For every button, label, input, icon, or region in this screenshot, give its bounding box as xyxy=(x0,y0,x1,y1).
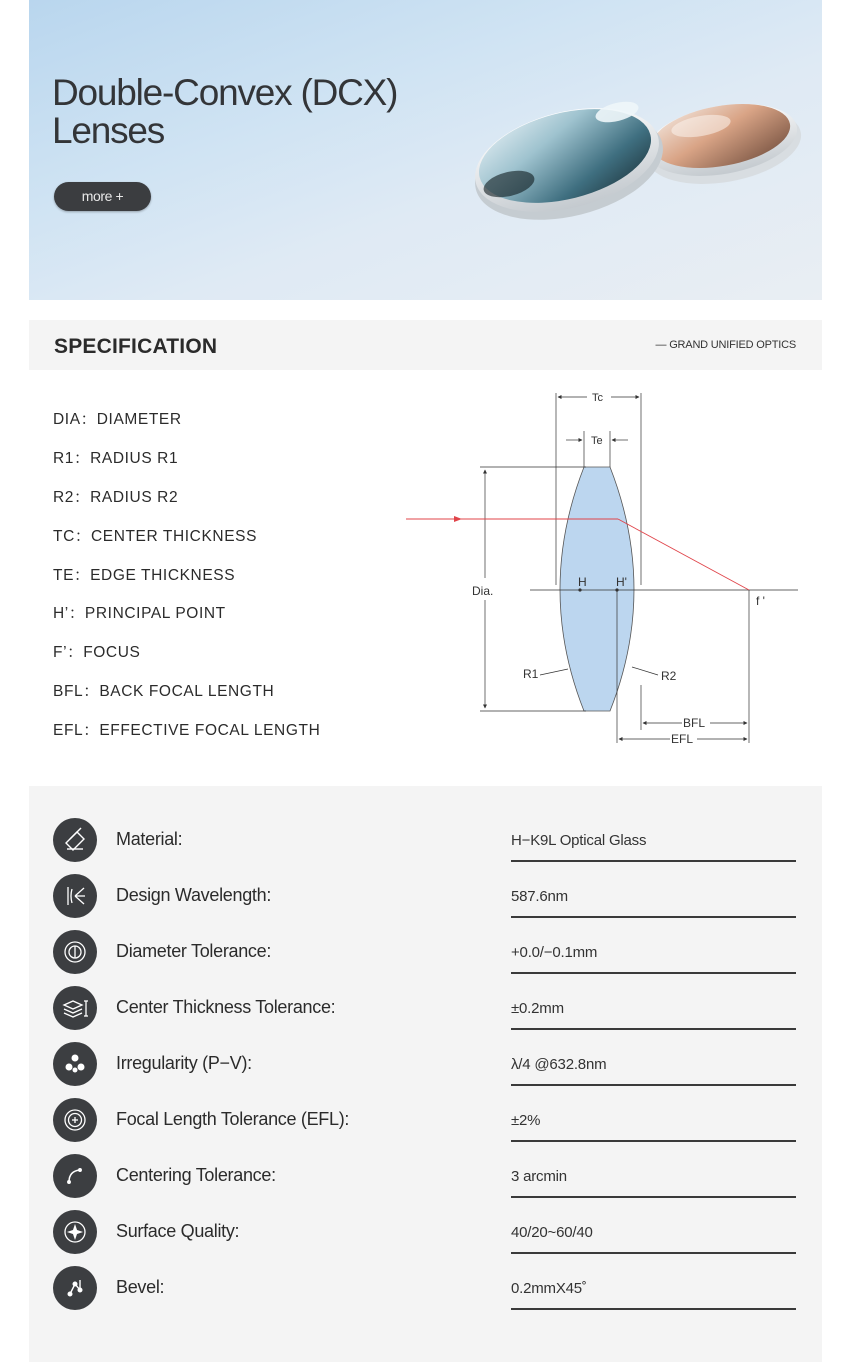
thickness-icon xyxy=(53,986,97,1030)
r2-label: R2 xyxy=(661,669,677,683)
spec-value: 3 arcmin xyxy=(511,1168,567,1185)
spec-label: Surface Quality: xyxy=(116,1221,240,1241)
f-prime-label: f ' xyxy=(756,594,765,608)
focal-length-icon xyxy=(53,1098,97,1142)
legend-item: DIA：DIAMETER xyxy=(53,411,182,428)
dia-label: Dia. xyxy=(472,584,494,598)
hero-banner xyxy=(29,0,822,300)
legend-item: BFL：BACK FOCAL LENGTH xyxy=(53,683,275,701)
h-prime-label: H' xyxy=(616,575,627,589)
lens-shape xyxy=(560,467,634,711)
legend-item: H’：PRINCIPAL POINT xyxy=(53,605,226,623)
spec-label: Centering Tolerance: xyxy=(116,1165,276,1185)
parameter-legend xyxy=(53,407,320,757)
spec-label: Irregularity (P−V): xyxy=(116,1053,252,1073)
spec-label: Design Wavelength: xyxy=(116,885,272,905)
h-label: H xyxy=(578,575,587,589)
divider xyxy=(511,1084,796,1086)
spec-label: Center Thickness Tolerance: xyxy=(116,997,336,1017)
legend-item: EFL：EFFECTIVE FOCAL LENGTH xyxy=(53,722,321,740)
hero-title-line1: Double-Convex (DCX) xyxy=(52,72,398,113)
divider xyxy=(511,860,796,862)
efl-label: EFL xyxy=(671,732,694,746)
divider xyxy=(511,916,796,918)
spec-label: Focal Length Tolerance (EFL): xyxy=(116,1109,350,1129)
diameter-icon xyxy=(53,930,97,974)
spec-label: Diameter Tolerance: xyxy=(116,941,272,961)
centering-icon xyxy=(53,1154,97,1198)
lens-diagram xyxy=(400,385,810,755)
legend-item: TC：CENTER THICKNESS xyxy=(53,527,258,545)
spec-value: λ/4 @632.8nm xyxy=(511,1056,607,1073)
hero-title xyxy=(52,74,397,150)
spec-row-bevel xyxy=(29,1266,822,1322)
legend-item: R2：RADIUS R2 xyxy=(53,488,179,506)
spec-row-surface-quality xyxy=(29,1210,822,1266)
spec-value: ±0.2mm xyxy=(511,1000,564,1017)
spec-label: Material: xyxy=(116,829,183,849)
wavelength-icon xyxy=(53,874,97,918)
spec-row-center-thickness xyxy=(29,986,822,1042)
spec-row-irregularity xyxy=(29,1042,822,1098)
spec-value: 587.6nm xyxy=(511,888,568,905)
material-icon xyxy=(53,818,97,862)
spec-row-wavelength xyxy=(29,874,822,930)
legend-item: TE：EDGE THICKNESS xyxy=(53,566,236,584)
spec-row-material xyxy=(29,818,822,874)
divider xyxy=(511,1196,796,1198)
spec-value: ±2% xyxy=(511,1112,541,1129)
divider xyxy=(511,1308,796,1310)
te-label: Te xyxy=(591,435,603,447)
spec-label: Bevel: xyxy=(116,1277,165,1297)
spec-value: 0.2mmX45˚ xyxy=(511,1280,587,1297)
surface-quality-icon xyxy=(53,1210,97,1254)
divider xyxy=(511,972,796,974)
bevel-icon xyxy=(53,1266,97,1310)
specification-header xyxy=(29,320,822,370)
spec-row-centering xyxy=(29,1154,822,1210)
irregularity-icon xyxy=(53,1042,97,1086)
bfl-label: BFL xyxy=(683,716,706,730)
spec-row-diameter xyxy=(29,930,822,986)
divider xyxy=(511,1252,796,1254)
tc-label: Tc xyxy=(592,392,603,404)
specification-title: SPECIFICATION xyxy=(54,335,218,358)
r1-label: R1 xyxy=(523,667,539,681)
spec-value: +0.0/−0.1mm xyxy=(511,944,598,961)
lens-product-image xyxy=(439,80,809,240)
divider xyxy=(511,1140,796,1142)
spec-row-focal-length xyxy=(29,1098,822,1154)
divider xyxy=(511,1028,796,1030)
spec-table xyxy=(29,786,822,1362)
hero-title-line2: Lenses xyxy=(52,110,165,151)
more-button[interactable]: more + xyxy=(54,182,151,211)
legend-item: F’：FOCUS xyxy=(53,644,141,662)
spec-value: H−K9L Optical Glass xyxy=(511,832,647,849)
legend-item: R1：RADIUS R1 xyxy=(53,449,179,467)
spec-value: 40/20~60/40 xyxy=(511,1224,593,1241)
brand-name: — GRAND UNIFIED OPTICS xyxy=(655,339,796,351)
